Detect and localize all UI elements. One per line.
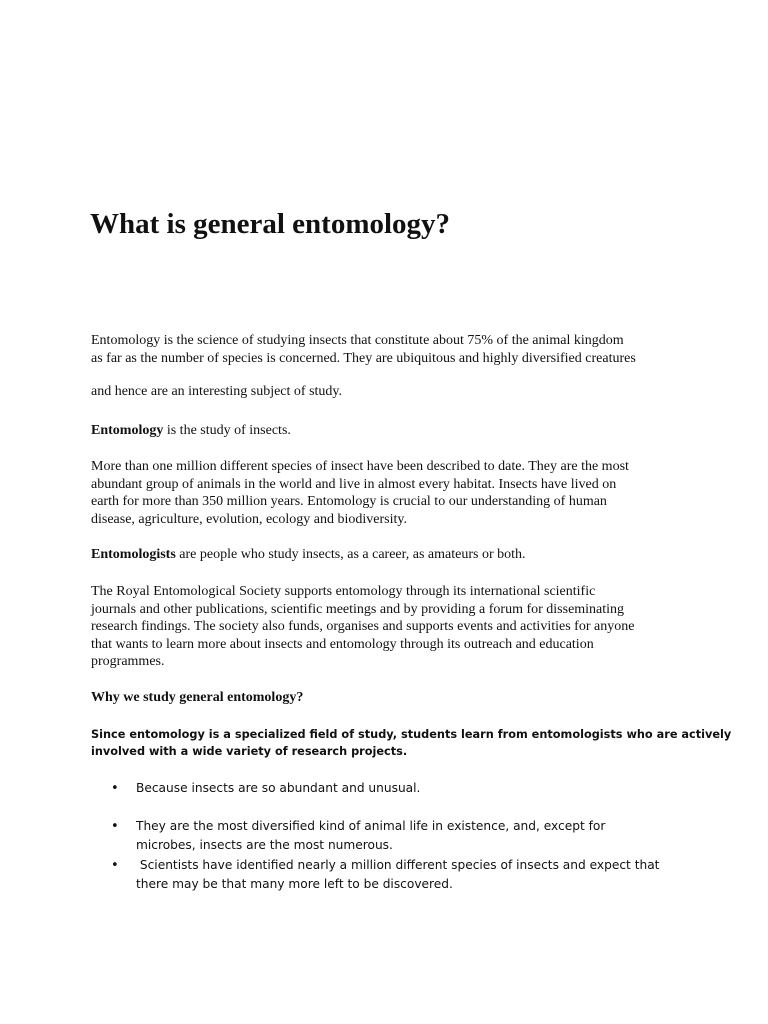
list-item-text xyxy=(136,779,420,798)
since-line: involved with a wide variety of research projects. xyxy=(91,745,408,758)
since-line: Since entomology is a specialized field of study, students learn from entomologists who are actively xyxy=(91,728,732,741)
page-title: What is general entomology? xyxy=(90,208,451,240)
since-paragraph xyxy=(91,726,731,760)
list-item-text xyxy=(136,817,605,855)
overview-line: abundant group of animals in the world and live in almost every habitat. Insects have lived on xyxy=(91,476,617,492)
definition-text: is the study of insects. xyxy=(163,423,291,438)
society-line: research findings. The society also funds, organises and supports events and activities for anyone xyxy=(91,619,635,635)
list-item-line: Scientists have identified nearly a million different species of insects and expect that xyxy=(136,858,660,872)
overview-line: More than one million different species of insect have been described to date. They are the most xyxy=(91,459,629,474)
intro-line: Entomology is the science of studying insects that constitute about 75% of the animal kingdom xyxy=(91,333,624,348)
society-paragraph xyxy=(91,583,691,671)
society-line: The Royal Entomological Society supports entomology through its international scientific xyxy=(91,584,596,599)
intro-paragraph-continued xyxy=(91,383,691,401)
entomologists-term: Entomologists xyxy=(91,547,176,562)
bullet-icon: • xyxy=(111,781,119,796)
intro-line: and hence are an interesting subject of study. xyxy=(91,384,343,399)
intro-paragraph xyxy=(91,332,691,367)
society-line: programmes. xyxy=(91,654,165,670)
bullet-icon: • xyxy=(111,819,119,834)
overview-line: earth for more than 350 million years. Entomology is crucial to our understanding of human xyxy=(91,494,607,510)
why-heading: Why we study general entomology? xyxy=(91,690,304,705)
list-item-line: there may be that many more left to be discovered. xyxy=(136,877,453,891)
list-item-text xyxy=(136,856,659,894)
bullet-icon: • xyxy=(111,858,119,873)
overview-line: disease, agriculture, evolution, ecology and biodiversity. xyxy=(91,511,407,527)
society-line: that wants to learn more about insects and entomology through its outreach and education xyxy=(91,636,594,652)
entomologists-paragraph xyxy=(91,546,691,564)
society-line: journals and other publications, scientific meetings and by providing a forum for disseminating xyxy=(91,601,625,617)
entomologists-text: are people who study insects, as a career, as amateurs or both. xyxy=(175,547,526,562)
overview-paragraph xyxy=(91,458,691,528)
list-item-line: Because insects are so abundant and unusual. xyxy=(136,781,421,795)
list-item-line: microbes, insects are the most numerous. xyxy=(136,838,393,852)
list-item-line: They are the most diversified kind of animal life in existence, and, except for xyxy=(136,819,606,833)
definition-paragraph xyxy=(91,422,691,440)
intro-line: as far as the number of species is concerned. They are ubiquitous and highly diversified creatures xyxy=(91,350,636,366)
definition-term: Entomology xyxy=(91,423,164,438)
